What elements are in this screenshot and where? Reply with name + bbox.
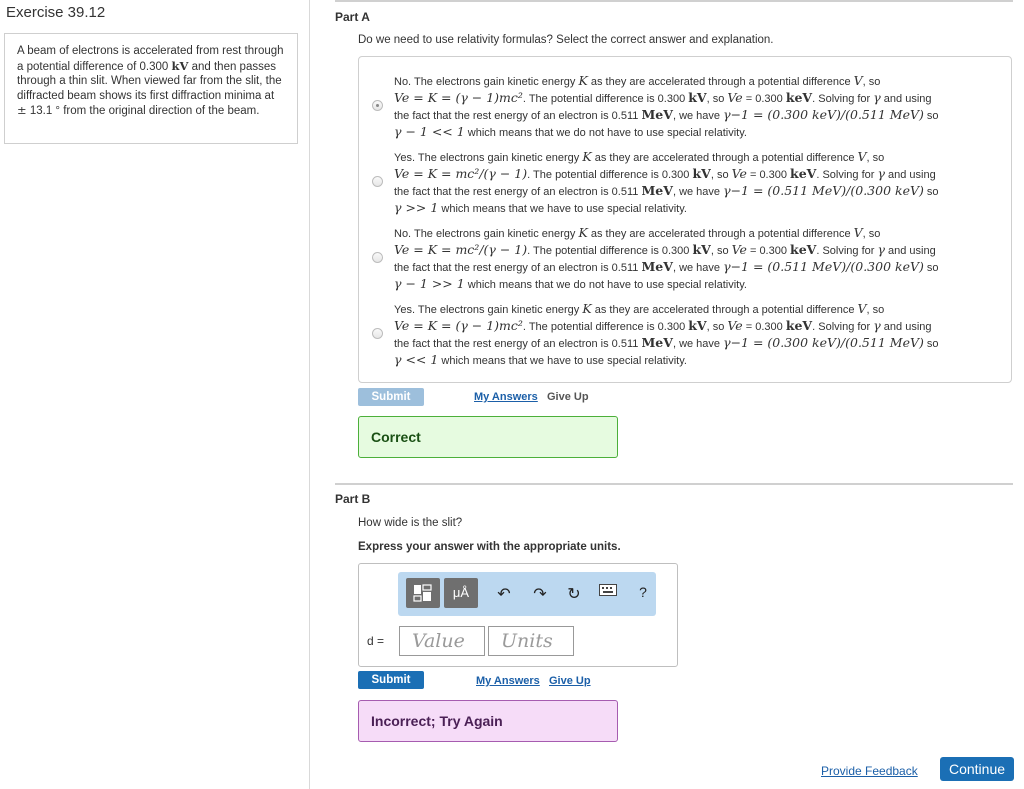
option-3-radio[interactable] (372, 252, 383, 263)
part-b-give-up-link[interactable]: Give Up (549, 675, 591, 687)
keyboard-icon[interactable] (598, 584, 618, 599)
part-a-give-up-link[interactable]: Give Up (547, 391, 589, 403)
option-2[interactable] (369, 149, 999, 219)
reset-icon[interactable]: ↻ (567, 586, 581, 603)
option-1-radio[interactable] (372, 100, 383, 111)
redo-icon[interactable]: ↷ (533, 586, 547, 603)
units-input[interactable]: Units (488, 626, 574, 656)
help-button[interactable]: ? (639, 584, 647, 600)
part-b-question: How wide is the slit? (358, 517, 463, 529)
part-b-submit-button[interactable]: Submit (358, 671, 424, 689)
templates-button[interactable] (406, 578, 440, 608)
part-b-my-answers-link[interactable]: My Answers (476, 675, 540, 687)
part-a-label: Part A (335, 10, 370, 24)
option-3-text: No. The electrons gain kinetic energy K as they are accelerated through a potential difference V, so Ve = K = mc²/(γ − 1). The potential difference is 0.300 kV, so Ve = 0.300 keV. Solving for γ and using the fact that the rest energy of an electron is 0.511 MeV, we have γ−1 = (0.511 MeV)/(0.300 keV) so γ − 1 >> 1 which means that we do not have to use special relativity. (394, 225, 939, 291)
provide-feedback-link[interactable]: Provide Feedback (821, 764, 918, 778)
option-2-text: Yes. The electrons gain kinetic energy K as they are accelerated through a potential difference V, so Ve = K = mc²/(γ − 1). The potential difference is 0.300 kV, so Ve = 0.300 keV. Solving for γ and using the fact that the rest energy of an electron is 0.511 MeV, we have γ−1 = (0.511 MeV)/(0.300 keV) so γ >> 1 which means that we have to use special relativity. (394, 149, 939, 215)
exercise-title: Exercise 39.12 (6, 4, 106, 21)
part-a-my-answers-link[interactable]: My Answers (474, 391, 538, 403)
part-b-instruction: Express your answer with the appropriate units. (358, 541, 621, 553)
option-4-radio[interactable] (372, 328, 383, 339)
part-a-divider (335, 0, 1013, 2)
part-a-feedback-correct: Correct (358, 416, 618, 458)
d-variable-label: d = (367, 634, 385, 648)
continue-button[interactable]: Continue (940, 757, 1014, 781)
undo-icon[interactable]: ↶ (497, 586, 511, 603)
value-input[interactable]: Value (399, 626, 485, 656)
part-a-submit-button[interactable]: Submit (358, 388, 424, 406)
answer-input-box (358, 563, 678, 667)
option-3[interactable] (369, 225, 999, 295)
part-b-feedback-incorrect: Incorrect; Try Again (358, 700, 618, 742)
problem-statement: A beam of electrons is accelerated from rest through a potential difference of 0.300 kV and then passes through a thin slit. When viewed far from the slit, the diffracted beam shows its first diffraction minima at ± 13.1 ° from the original direction of the beam. (4, 33, 298, 144)
option-1-text: No. The electrons gain kinetic energy K as they are accelerated through a potential difference V, so Ve = K = (γ − 1)mc². The potential difference is 0.300 kV, so Ve = 0.300 keV. Solving for γ and using the fact that the rest energy of an electron is 0.511 MeV, we have γ−1 = (0.300 keV)/(0.511 MeV) so γ − 1 << 1 which means that we do not have to use special relativity. (394, 73, 939, 139)
sidebar (0, 0, 310, 789)
part-a-question: Do we need to use relativity formulas? Select the correct answer and explanation. (358, 34, 774, 46)
option-2-radio[interactable] (372, 176, 383, 187)
templates-icon (406, 578, 440, 608)
part-b-label: Part B (335, 492, 371, 506)
option-4[interactable] (369, 301, 999, 371)
answer-options (358, 56, 1012, 383)
units-button[interactable]: μÅ (444, 578, 478, 608)
option-1[interactable] (369, 73, 999, 143)
math-toolbar (398, 572, 656, 616)
keyboard-shape (599, 584, 617, 596)
main-content (335, 0, 1015, 789)
option-4-text: Yes. The electrons gain kinetic energy K as they are accelerated through a potential difference V, so Ve = K = (γ − 1)mc². The potential difference is 0.300 kV, so Ve = 0.300 keV. Solving for γ and using the fact that the rest energy of an electron is 0.511 MeV, we have γ−1 = (0.300 keV)/(0.511 MeV) so γ << 1 which means that we have to use special relativity. (394, 301, 939, 367)
part-b-divider (335, 483, 1013, 485)
